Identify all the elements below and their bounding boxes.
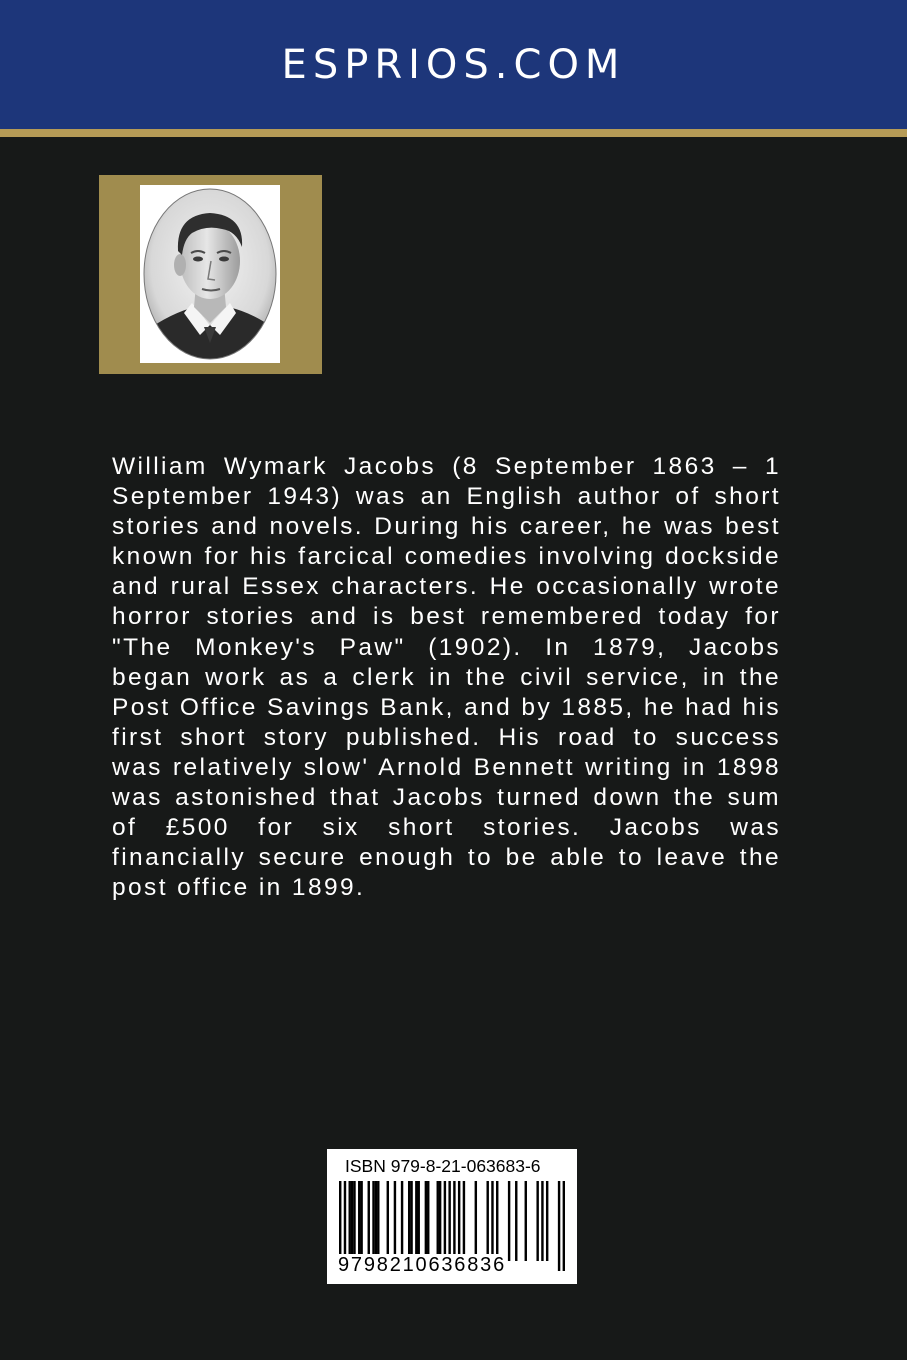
barcode-bar xyxy=(425,1181,427,1261)
barcode-bar xyxy=(525,1181,527,1261)
barcode-bar xyxy=(349,1181,351,1261)
barcode-bar xyxy=(418,1181,420,1261)
barcode-bar xyxy=(408,1181,410,1261)
barcode-bar xyxy=(358,1181,360,1261)
barcode-bar xyxy=(463,1181,465,1261)
portrait-frame xyxy=(99,175,322,374)
author-biography: William Wymark Jacobs (8 September 1863 – 1 September 1943) was an English author of short stories and novels. During his career, he was best known for his farcical comedies involving dockside and rural Essex characters. He occasionally wrote horror stories and is best remembered today for "The Monkey's Paw" (1902). In 1879, Jacobs began work as a clerk in the civil service, in the Post Office Savings Bank, and by 1885, he had his first short story published. His road to success was relatively slow' Arnold Bennett writing in 1898 was astonished that Jacobs turned down the sum of £500 for six short stories. Jacobs was financially secure enough to be able to leave the post office in 1899. xyxy=(112,453,781,902)
barcode-bar xyxy=(401,1181,403,1261)
barcode-bar xyxy=(353,1181,355,1261)
barcode-bar xyxy=(351,1181,353,1261)
barcode-bar xyxy=(375,1181,377,1261)
barcode-bar xyxy=(427,1181,429,1261)
isbn-label: ISBN 979-8-21-063683-6 xyxy=(345,1156,541,1176)
barcode-bar xyxy=(439,1181,441,1261)
gold-divider-rule xyxy=(0,129,907,137)
author-portrait-image xyxy=(140,185,280,363)
barcode-bar xyxy=(541,1181,543,1261)
barcode-bar xyxy=(486,1181,488,1261)
barcode-bar xyxy=(444,1181,446,1261)
barcode-bar xyxy=(475,1181,477,1261)
barcode-bar xyxy=(546,1181,548,1261)
barcode-bar xyxy=(368,1181,370,1261)
barcode-bar xyxy=(437,1181,439,1261)
barcode-bar xyxy=(387,1181,389,1261)
barcode-bar xyxy=(394,1181,396,1261)
barcode-bar xyxy=(360,1181,362,1261)
barcode-bar xyxy=(508,1181,510,1261)
barcode-bar xyxy=(377,1181,379,1261)
portrait-card xyxy=(140,185,280,363)
barcode-bar xyxy=(415,1181,417,1261)
barcode-bar xyxy=(410,1181,412,1261)
barcode-bar xyxy=(515,1181,517,1261)
barcode-bar xyxy=(458,1181,460,1261)
barcode-bar xyxy=(536,1181,538,1261)
barcode-bar xyxy=(372,1181,374,1261)
publisher-name: ESPRIOS.COM xyxy=(281,42,626,88)
isbn-barcode xyxy=(327,1149,577,1284)
barcode-digits: 9798210636836 xyxy=(338,1254,506,1276)
barcode-bar xyxy=(491,1181,493,1261)
barcode-bar xyxy=(496,1181,498,1261)
